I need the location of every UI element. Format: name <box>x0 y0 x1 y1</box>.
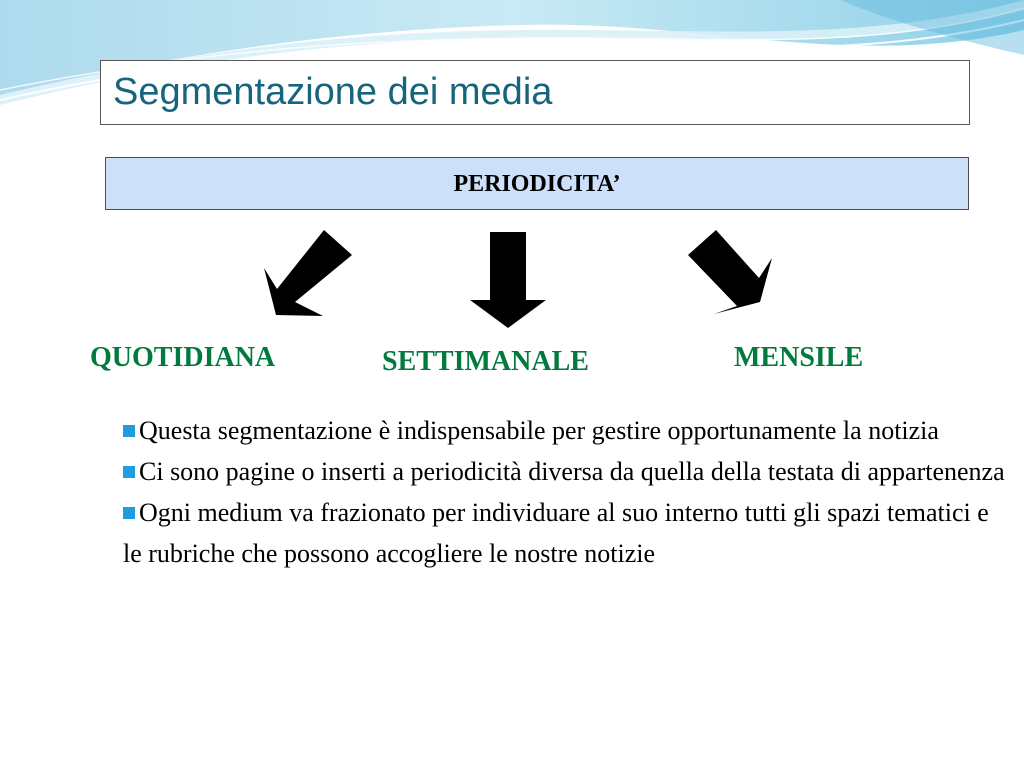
square-bullet-icon <box>123 425 135 437</box>
category-settimanale: SETTIMANALE <box>382 346 589 377</box>
bullet-item <box>123 492 1008 574</box>
bullet-text: Ci sono pagine o inserti a periodicità diversa da quella della testata di appartenenza <box>139 457 1005 486</box>
arrow-down-left <box>264 230 352 316</box>
square-bullet-icon <box>123 466 135 478</box>
arrow-down-right <box>688 230 772 314</box>
square-bullet-icon <box>123 507 135 519</box>
arrow-down-center <box>470 232 546 328</box>
periodicity-header-label: PERIODICITA’ <box>453 171 621 197</box>
bullet-list <box>123 410 1008 574</box>
bullet-item <box>123 451 1008 492</box>
slide-title: Segmentazione dei media <box>113 71 553 113</box>
category-quotidiana: QUOTIDIANA <box>90 342 276 373</box>
bullet-text: Questa segmentazione è indispensabile per gestire opportunamente la notizia <box>139 416 939 445</box>
title-box <box>100 60 970 125</box>
periodicity-header-box <box>105 157 969 210</box>
bullet-item <box>123 410 1008 451</box>
category-mensile: MENSILE <box>734 342 864 373</box>
bullet-text: Ogni medium va frazionato per individuare al suo interno tutti gli spazi tematici e le rubriche che possono accogliere le nostre notizie <box>123 498 989 568</box>
